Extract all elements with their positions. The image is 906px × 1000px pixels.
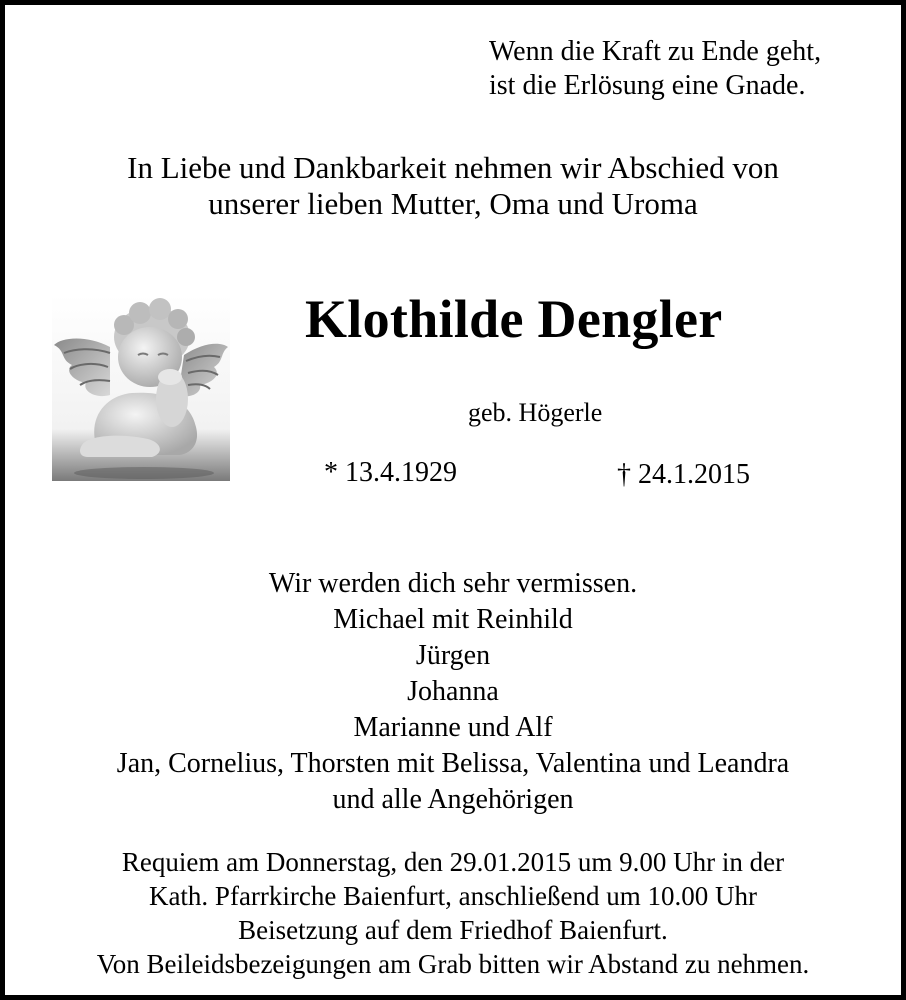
mourner-line: Wir werden dich sehr vermissen. — [268, 568, 638, 599]
service-line: Von Beileidsbezeigungen am Grab bitten wir Abstand zu nehmen. — [96, 949, 810, 979]
death-date: † 24.1.2015 — [617, 459, 750, 490]
motto-quote — [489, 35, 821, 103]
maiden-name: geb. Högerle — [468, 398, 603, 427]
service-details — [5, 845, 901, 981]
mourner-line: Jürgen — [415, 640, 491, 671]
intro-line: In Liebe und Dankbarkeit nehmen wir Abschied von — [127, 150, 779, 185]
mourner-line: Johanna — [407, 676, 499, 707]
birth-date: * 13.4.1929 — [324, 457, 457, 488]
intro-line: unserer lieben Mutter, Oma und Uroma — [208, 186, 698, 221]
mourner-line: Jan, Cornelius, Thorsten mit Belissa, Valentina und Leandra — [116, 748, 790, 779]
mourner-line: Marianne und Alf — [353, 712, 553, 743]
service-line: Beisetzung auf dem Friedhof Baienfurt. — [238, 915, 668, 945]
service-line: Kath. Pfarrkirche Baienfurt, anschließend um 10.00 Uhr — [148, 881, 758, 911]
motto-line: ist die Erlösung eine Gnade. — [489, 70, 806, 101]
deceased-name: Klothilde Dengler — [305, 289, 723, 349]
service-line: Requiem am Donnerstag, den 29.01.2015 um 9.00 Uhr in der — [121, 847, 785, 877]
mourner-line: und alle Angehörigen — [332, 784, 574, 815]
motto-line: Wenn die Kraft zu Ende geht, — [489, 36, 822, 67]
angel-figurine-icon — [52, 295, 230, 481]
mourners-list — [5, 566, 901, 818]
intro-text — [5, 150, 901, 222]
mourner-line: Michael mit Reinhild — [333, 604, 573, 635]
